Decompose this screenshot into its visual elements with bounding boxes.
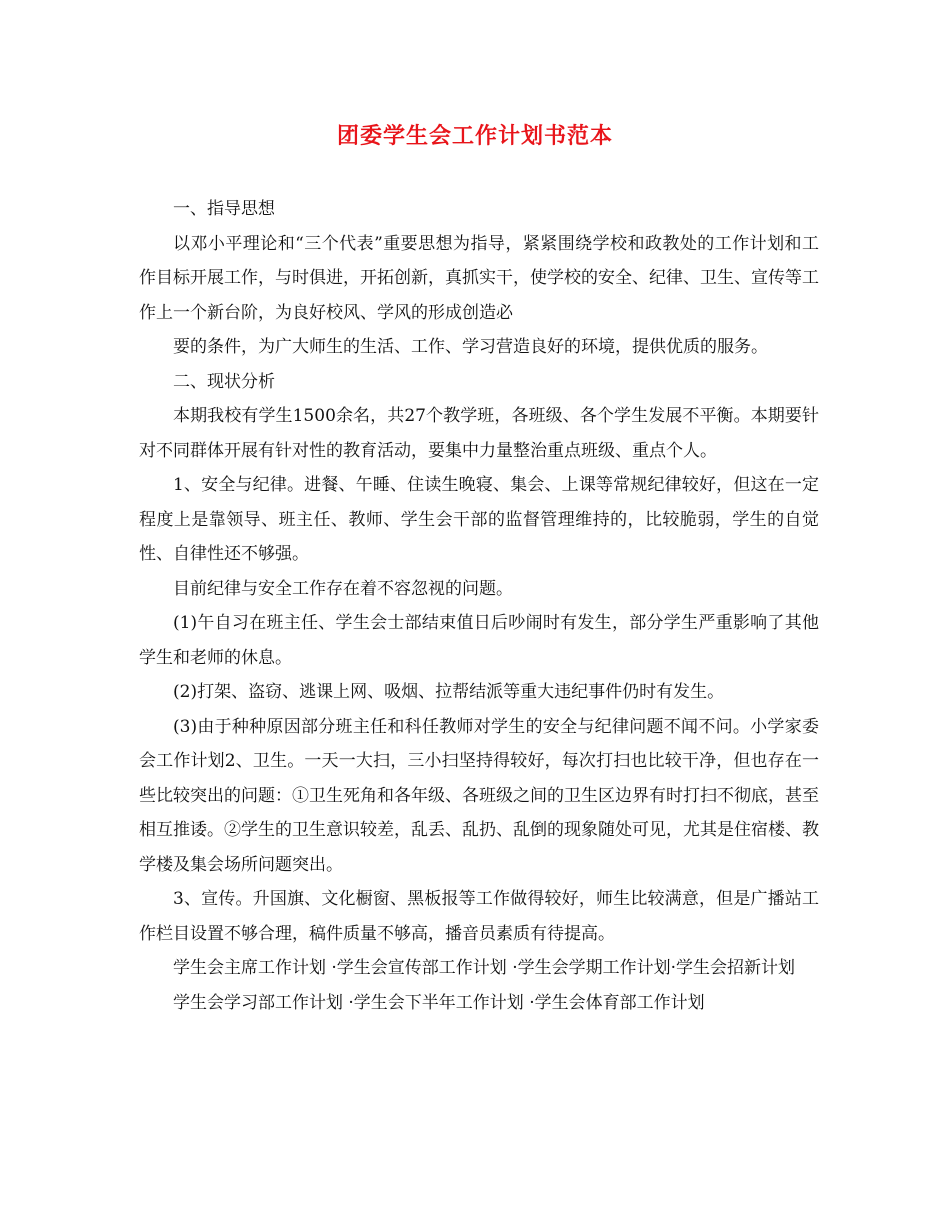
heading-guiding-thought: 一、指导思想 (173, 199, 275, 219)
paragraph: (1)午自习在班主任、学生会士部结束值日后吵闹时有发生，部分学生严重影响了其他学生和老师的休息。 (139, 613, 819, 668)
paragraph: 3、宣传。升国旗、文化橱窗、黑板报等工作做得较好，师生比较满意，但是广播站工作栏目设置不够合理，稿件质量不够高，播音员素质有待提高。 (139, 889, 819, 944)
paragraph: 本期我校有学生1500余名，共27个教学班，各班级、各个学生发展不平衡。本期要针对不同群体开展有针对性的教育活动，要集中力量整治重点班级、重点个人。 (139, 406, 819, 461)
related-links-line: 学生会学习部工作计划 ·学生会下半年工作计划 ·学生会体育部工作计划 (173, 992, 705, 1013)
heading-status-analysis: 二、现状分析 (173, 371, 275, 392)
document-body (139, 192, 819, 1020)
paragraph: (3)由于种种原因部分班主任和科任教师对学生的安全与纪律问题不闻不问。小学家委会工作计划2、卫生。一天一大扫，三小扫坚持得较好，每次打扫也比较干净，但也存在一些比较突出的问题：①卫生死角和各年级、各班级之间的卫生区边界有时打扫不彻底，甚至相互推诿。②学生的卫生意识较差，乱丢、乱扔、乱倒的现象随处可见，尤其是住宿楼、教学楼及集会场所问题突出。 (139, 716, 819, 875)
related-links-line: 学生会主席工作计划 ·学生会宣传部工作计划 ·学生会学期工作计划·学生会招新计划 (173, 958, 796, 978)
paragraph: 要的条件，为广大师生的生活、工作、学习营造良好的环境，提供优质的服务。 (173, 337, 768, 357)
paragraph: 1、安全与纪律。进餐、午睡、住读生晚寝、集会、上课等常规纪律较好，但这在一定程度上是靠领导、班主任、教师、学生会干部的监督管理维持的，比较脆弱，学生的自觉性、自律性还不够强。 (139, 475, 819, 564)
paragraph: 以邓小平理论和“三个代表”重要思想为指导，紧紧围绕学校和政教处的工作计划和工作目标开展工作，与时俱进，开拓创新，真抓实干，使学校的安全、纪律、卫生、宣传等工作上一个新台阶，为良好校风、学风的形成创造必 (139, 233, 819, 323)
paragraph: (2)打架、盗窃、逃课上网、吸烟、拉帮结派等重大违纪事件仍时有发生。 (173, 682, 725, 702)
document-title: 团委学生会工作计划书范本 (336, 123, 613, 149)
paragraph: 目前纪律与安全工作存在着不容忽视的问题。 (173, 578, 513, 599)
